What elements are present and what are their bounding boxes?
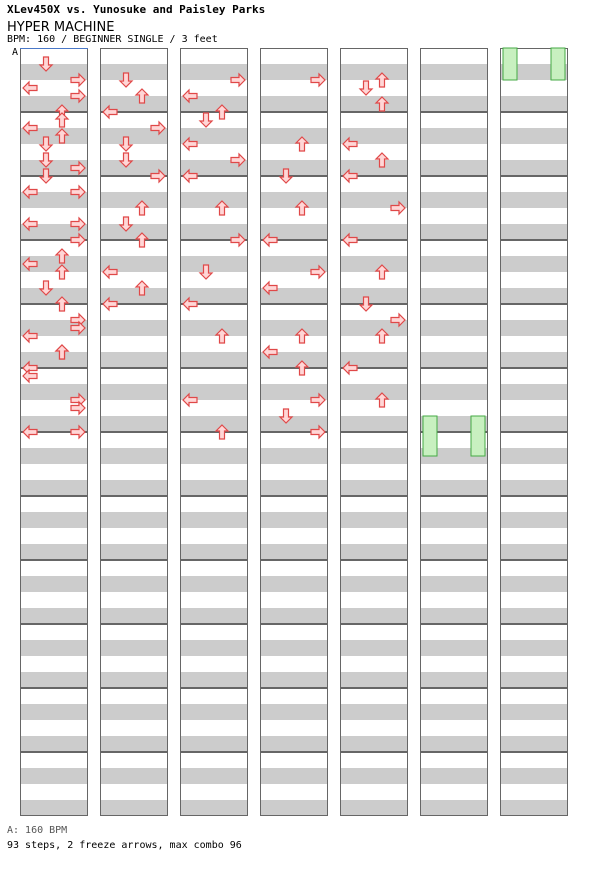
freeze-arrow-right bbox=[471, 416, 485, 456]
beat-stripe bbox=[20, 704, 88, 720]
beat-stripe bbox=[500, 128, 568, 144]
beat-stripe bbox=[340, 544, 408, 560]
arrow-left-icon bbox=[23, 82, 37, 94]
beat-stripe bbox=[100, 608, 168, 624]
beat-stripe bbox=[260, 160, 328, 176]
beat-stripe bbox=[500, 96, 568, 112]
beat-stripe bbox=[420, 704, 488, 720]
beat-stripe bbox=[340, 288, 408, 304]
beat-stripe bbox=[180, 512, 248, 528]
beat-stripe bbox=[260, 448, 328, 464]
beat-stripe bbox=[180, 192, 248, 208]
beat-stripe bbox=[20, 480, 88, 496]
beat-stripe bbox=[180, 640, 248, 656]
beat-stripe bbox=[500, 768, 568, 784]
beat-stripe bbox=[180, 800, 248, 816]
beat-stripe bbox=[340, 576, 408, 592]
beat-stripe bbox=[260, 192, 328, 208]
beat-stripe bbox=[180, 704, 248, 720]
beat-stripe bbox=[500, 800, 568, 816]
beat-stripe bbox=[100, 320, 168, 336]
beat-stripe bbox=[100, 384, 168, 400]
beat-stripe bbox=[500, 672, 568, 688]
beat-stripe bbox=[420, 192, 488, 208]
beat-stripe bbox=[420, 544, 488, 560]
beat-stripe bbox=[100, 192, 168, 208]
beat-stripe bbox=[180, 576, 248, 592]
beat-stripe bbox=[500, 736, 568, 752]
beat-stripe bbox=[180, 608, 248, 624]
beat-stripe bbox=[180, 736, 248, 752]
arrow-up-icon bbox=[56, 113, 68, 127]
bpm-marker-label: A bbox=[12, 47, 19, 58]
beat-stripe bbox=[180, 416, 248, 432]
beat-stripe bbox=[500, 544, 568, 560]
beat-stripe bbox=[100, 480, 168, 496]
beat-stripe bbox=[340, 704, 408, 720]
beat-stripe bbox=[100, 704, 168, 720]
beat-stripe bbox=[500, 704, 568, 720]
beat-stripe bbox=[260, 672, 328, 688]
beat-stripe bbox=[420, 608, 488, 624]
beat-stripe bbox=[500, 512, 568, 528]
freeze-arrow-right bbox=[551, 48, 565, 80]
bpm-legend: A: 160 BPM bbox=[7, 825, 68, 836]
beat-stripe bbox=[20, 736, 88, 752]
beat-stripe bbox=[420, 320, 488, 336]
beat-stripe bbox=[500, 288, 568, 304]
beat-stripe bbox=[420, 160, 488, 176]
beat-stripe bbox=[260, 480, 328, 496]
beat-stripe bbox=[500, 320, 568, 336]
song-artist-line: XLev450X vs. Yunosuke and Paisley Parks bbox=[7, 3, 266, 16]
beat-stripe bbox=[420, 672, 488, 688]
beat-stripe bbox=[340, 736, 408, 752]
beat-stripe bbox=[260, 800, 328, 816]
beat-stripe bbox=[500, 160, 568, 176]
beat-stripe bbox=[20, 672, 88, 688]
beat-stripe bbox=[260, 576, 328, 592]
beat-stripe bbox=[180, 320, 248, 336]
beat-stripe bbox=[260, 608, 328, 624]
beat-stripe bbox=[340, 800, 408, 816]
beat-stripe bbox=[20, 512, 88, 528]
beat-stripe bbox=[420, 384, 488, 400]
beat-stripe bbox=[420, 576, 488, 592]
beat-stripe bbox=[260, 640, 328, 656]
arrow-down-icon bbox=[200, 113, 212, 127]
beat-stripe bbox=[340, 416, 408, 432]
beat-stripe bbox=[340, 384, 408, 400]
chart-info: BPM: 160 / BEGINNER SINGLE / 3 feet bbox=[7, 34, 218, 45]
chart-title: HYPER MACHINE bbox=[7, 20, 115, 35]
beat-stripe bbox=[100, 416, 168, 432]
beat-stripe bbox=[180, 256, 248, 272]
beat-stripe bbox=[20, 608, 88, 624]
beat-stripe bbox=[180, 448, 248, 464]
beat-stripe bbox=[420, 128, 488, 144]
beat-stripe bbox=[260, 704, 328, 720]
beat-stripe bbox=[500, 416, 568, 432]
beat-stripe bbox=[340, 256, 408, 272]
beat-stripe bbox=[20, 640, 88, 656]
beat-stripe bbox=[180, 768, 248, 784]
beat-stripe bbox=[500, 448, 568, 464]
freeze-arrow-left bbox=[423, 416, 437, 456]
beat-stripe bbox=[260, 96, 328, 112]
beat-stripe bbox=[500, 640, 568, 656]
beat-stripe bbox=[420, 640, 488, 656]
beat-stripe bbox=[260, 128, 328, 144]
beat-stripe bbox=[100, 800, 168, 816]
beat-stripe bbox=[340, 96, 408, 112]
beat-stripe bbox=[100, 512, 168, 528]
arrow-right-icon bbox=[71, 402, 85, 414]
beat-stripe bbox=[180, 544, 248, 560]
beat-stripe bbox=[420, 224, 488, 240]
beat-stripe bbox=[20, 544, 88, 560]
beat-stripe bbox=[100, 672, 168, 688]
beat-stripe bbox=[420, 800, 488, 816]
beat-stripe bbox=[420, 768, 488, 784]
beat-stripe bbox=[100, 736, 168, 752]
beat-stripe bbox=[420, 288, 488, 304]
beat-stripe bbox=[260, 544, 328, 560]
beat-stripe bbox=[420, 480, 488, 496]
beat-stripe bbox=[260, 512, 328, 528]
beat-stripe bbox=[260, 736, 328, 752]
beat-stripe bbox=[500, 384, 568, 400]
beat-stripe bbox=[340, 608, 408, 624]
beat-stripe bbox=[420, 96, 488, 112]
beat-stripe bbox=[180, 352, 248, 368]
arrow-left-icon bbox=[23, 370, 37, 382]
beat-stripe bbox=[340, 672, 408, 688]
beat-stripe bbox=[100, 640, 168, 656]
beat-stripe bbox=[340, 64, 408, 80]
beat-stripe bbox=[100, 64, 168, 80]
beat-stripe bbox=[420, 736, 488, 752]
beat-stripe bbox=[20, 288, 88, 304]
beat-stripe bbox=[100, 768, 168, 784]
beat-stripe bbox=[500, 224, 568, 240]
bpm-change-line bbox=[20, 48, 88, 49]
beat-stripe bbox=[340, 512, 408, 528]
beat-stripe bbox=[340, 768, 408, 784]
beat-stripe bbox=[180, 480, 248, 496]
beat-stripe bbox=[180, 672, 248, 688]
beat-stripe bbox=[340, 480, 408, 496]
beat-stripe bbox=[420, 512, 488, 528]
beat-stripe bbox=[340, 448, 408, 464]
beat-stripe bbox=[20, 448, 88, 464]
beat-stripe bbox=[500, 192, 568, 208]
beat-stripe bbox=[500, 608, 568, 624]
beat-stripe bbox=[100, 224, 168, 240]
beat-stripe bbox=[100, 544, 168, 560]
beat-stripe bbox=[500, 576, 568, 592]
beat-stripe bbox=[420, 64, 488, 80]
beat-stripe bbox=[20, 576, 88, 592]
beat-stripe bbox=[260, 768, 328, 784]
beat-stripe bbox=[420, 352, 488, 368]
beat-stripe bbox=[100, 352, 168, 368]
arrow-down-icon bbox=[360, 81, 372, 95]
beat-stripe bbox=[100, 448, 168, 464]
beat-stripe bbox=[260, 320, 328, 336]
beat-stripe bbox=[340, 640, 408, 656]
freeze-arrow-left bbox=[503, 48, 517, 80]
beat-stripe bbox=[500, 480, 568, 496]
beat-stripe bbox=[20, 800, 88, 816]
beat-stripe bbox=[500, 256, 568, 272]
beat-stripe bbox=[420, 256, 488, 272]
beat-stripe bbox=[500, 352, 568, 368]
beat-stripe bbox=[20, 768, 88, 784]
beat-stripe bbox=[100, 576, 168, 592]
chart-stats: 93 steps, 2 freeze arrows, max combo 96 bbox=[7, 840, 242, 851]
